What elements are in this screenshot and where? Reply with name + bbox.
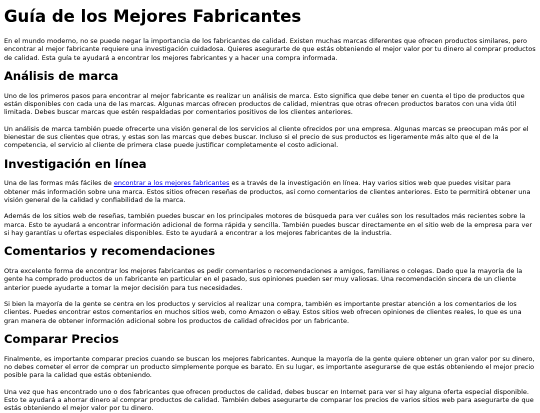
section-heading-compare-prices: Comparar Precios	[4, 331, 119, 346]
compare-prices-paragraph-2: Una vez que has encontrado uno o dos fabricantes que ofrecen productos de calidad, debes buscar en Internet para ver si hay alguna oferta especial disponible. Esto te ayudará a ahorrar dinero al comprar productos de calidad. También debes asegurarte de comparar los precios de varios sitios web para asegurarte de que estás obteniendo el mejor valor por tu dinero.	[4, 387, 534, 413]
comments-paragraph-1: Otra excelente forma de encontrar los mejores fabricantes es pedir comentarios o recomendaciones a amigos, familiares o colegas. Dado que la mayoría de la gente ha comprado productos de un fabricante en particular en el pasado, sus opiniones pueden ser muy valiosas. Una recomendación sincera de un cliente anterior puede ayudarte a tomar la mejor decisión para tus necesidades.	[4, 267, 523, 292]
brand-analysis-paragraph-2: Un análisis de marca también puede ofrecerte una visión general de los servicios al cliente ofrecidos por una empresa. Algunas marcas se preocupan más por el bienestar de sus clientes que otras, y estas son las marcas que debes buscar. Incluso si el precio de sus productos es ligeramente más alto que el de la competencia, el servicio al cliente de primera clase puede justificar completamente el costo adicional.	[4, 124, 529, 150]
intro-paragraph: En el mundo moderno, no se puede negar la importancia de los fabricantes de calidad. Existen muchas marcas diferentes que ofrecen productos similares, pero encontrar al mejor fabricante requiere una investigación cuidadosa. Quieres asegurarte de que estás obteniendo el mejor valor por tu dinero al comprar productos de calidad. Esta guía te ayudará a encontrar los mejores fabricantes y a hacer una compra informada.	[4, 36, 536, 62]
online-research-text-after-link: es a través de la investigación en línea. Hay varios sitios web que puedes visitar para obtener más información sobre una marca. Estos sitios ofrecen reseñas de productos, así como comentarios de clientes anteriores. Esto te permitirá obtener una visión general de la calidad y confiabilidad de la marca.	[4, 179, 531, 204]
manufacturers-link[interactable]: encontrar a los mejores fabricantes	[113, 179, 230, 188]
section-heading-online-research: Investigación en línea	[4, 156, 147, 171]
page-title: Guía de los Mejores Fabricantes	[4, 7, 302, 26]
comments-paragraph-2: Si bien la mayoría de la gente se centra en los productos y servicios al realizar una compra, también es importante prestar atención a los comentarios de los clientes. Puedes encontrar estos comentarios en muchos sitios web, como Amazon o eBay. Estos sitios web ofrecen opiniones de clientes reales, lo que es una gran manera de obtener información adicional sobre los productos de calidad ofrecidos por un fabricante.	[4, 299, 522, 325]
section-heading-brand-analysis: Análisis de marca	[4, 68, 119, 83]
online-research-paragraph-1	[4, 179, 536, 204]
compare-prices-paragraph-1: Finalmente, es importante comparar precios cuando se buscan los mejores fabricantes. Aunque la mayoría de la gente quiere obtener un gran valor por su dinero, no debes cometer el error de comprar un producto simplemente porque es barato. En su lugar, es importante asegurarse de que estás obteniendo el mejor precio posible para la calidad que estás obteniendo.	[4, 354, 535, 380]
online-research-text-before-link: Una de las formas más fáciles de	[4, 179, 114, 188]
section-heading-comments: Comentarios y recomendaciones	[4, 244, 216, 259]
brand-analysis-paragraph-1: Uno de los primeros pasos para encontrar al mejor fabricante es realizar un análisis de marca. Esto significa que debe tener en cuenta el tipo de productos que están disponibles con cada una de las marcas. Algunas marcas ofrecen productos de calidad, mientras que otras ofrecen productos baratos con una vida útil limitada. Debes buscar marcas que estén respaldadas por comentarios positivos de los clientes anteriores.	[4, 91, 525, 117]
online-research-paragraph-2: Además de los sitios web de reseñas, también puedes buscar en los principales motores de búsqueda para ver cuáles son los resultados más recientes sobre la marca. Esto te ayudará a encontrar información adicional de forma rápida y sencilla. También puedes buscar directamente en el sitio web de la empresa para ver si hay garantías u ofertas especiales disponibles. Esto te ayudará a encontrar a los mejores fabricantes de la industria.	[4, 212, 533, 237]
